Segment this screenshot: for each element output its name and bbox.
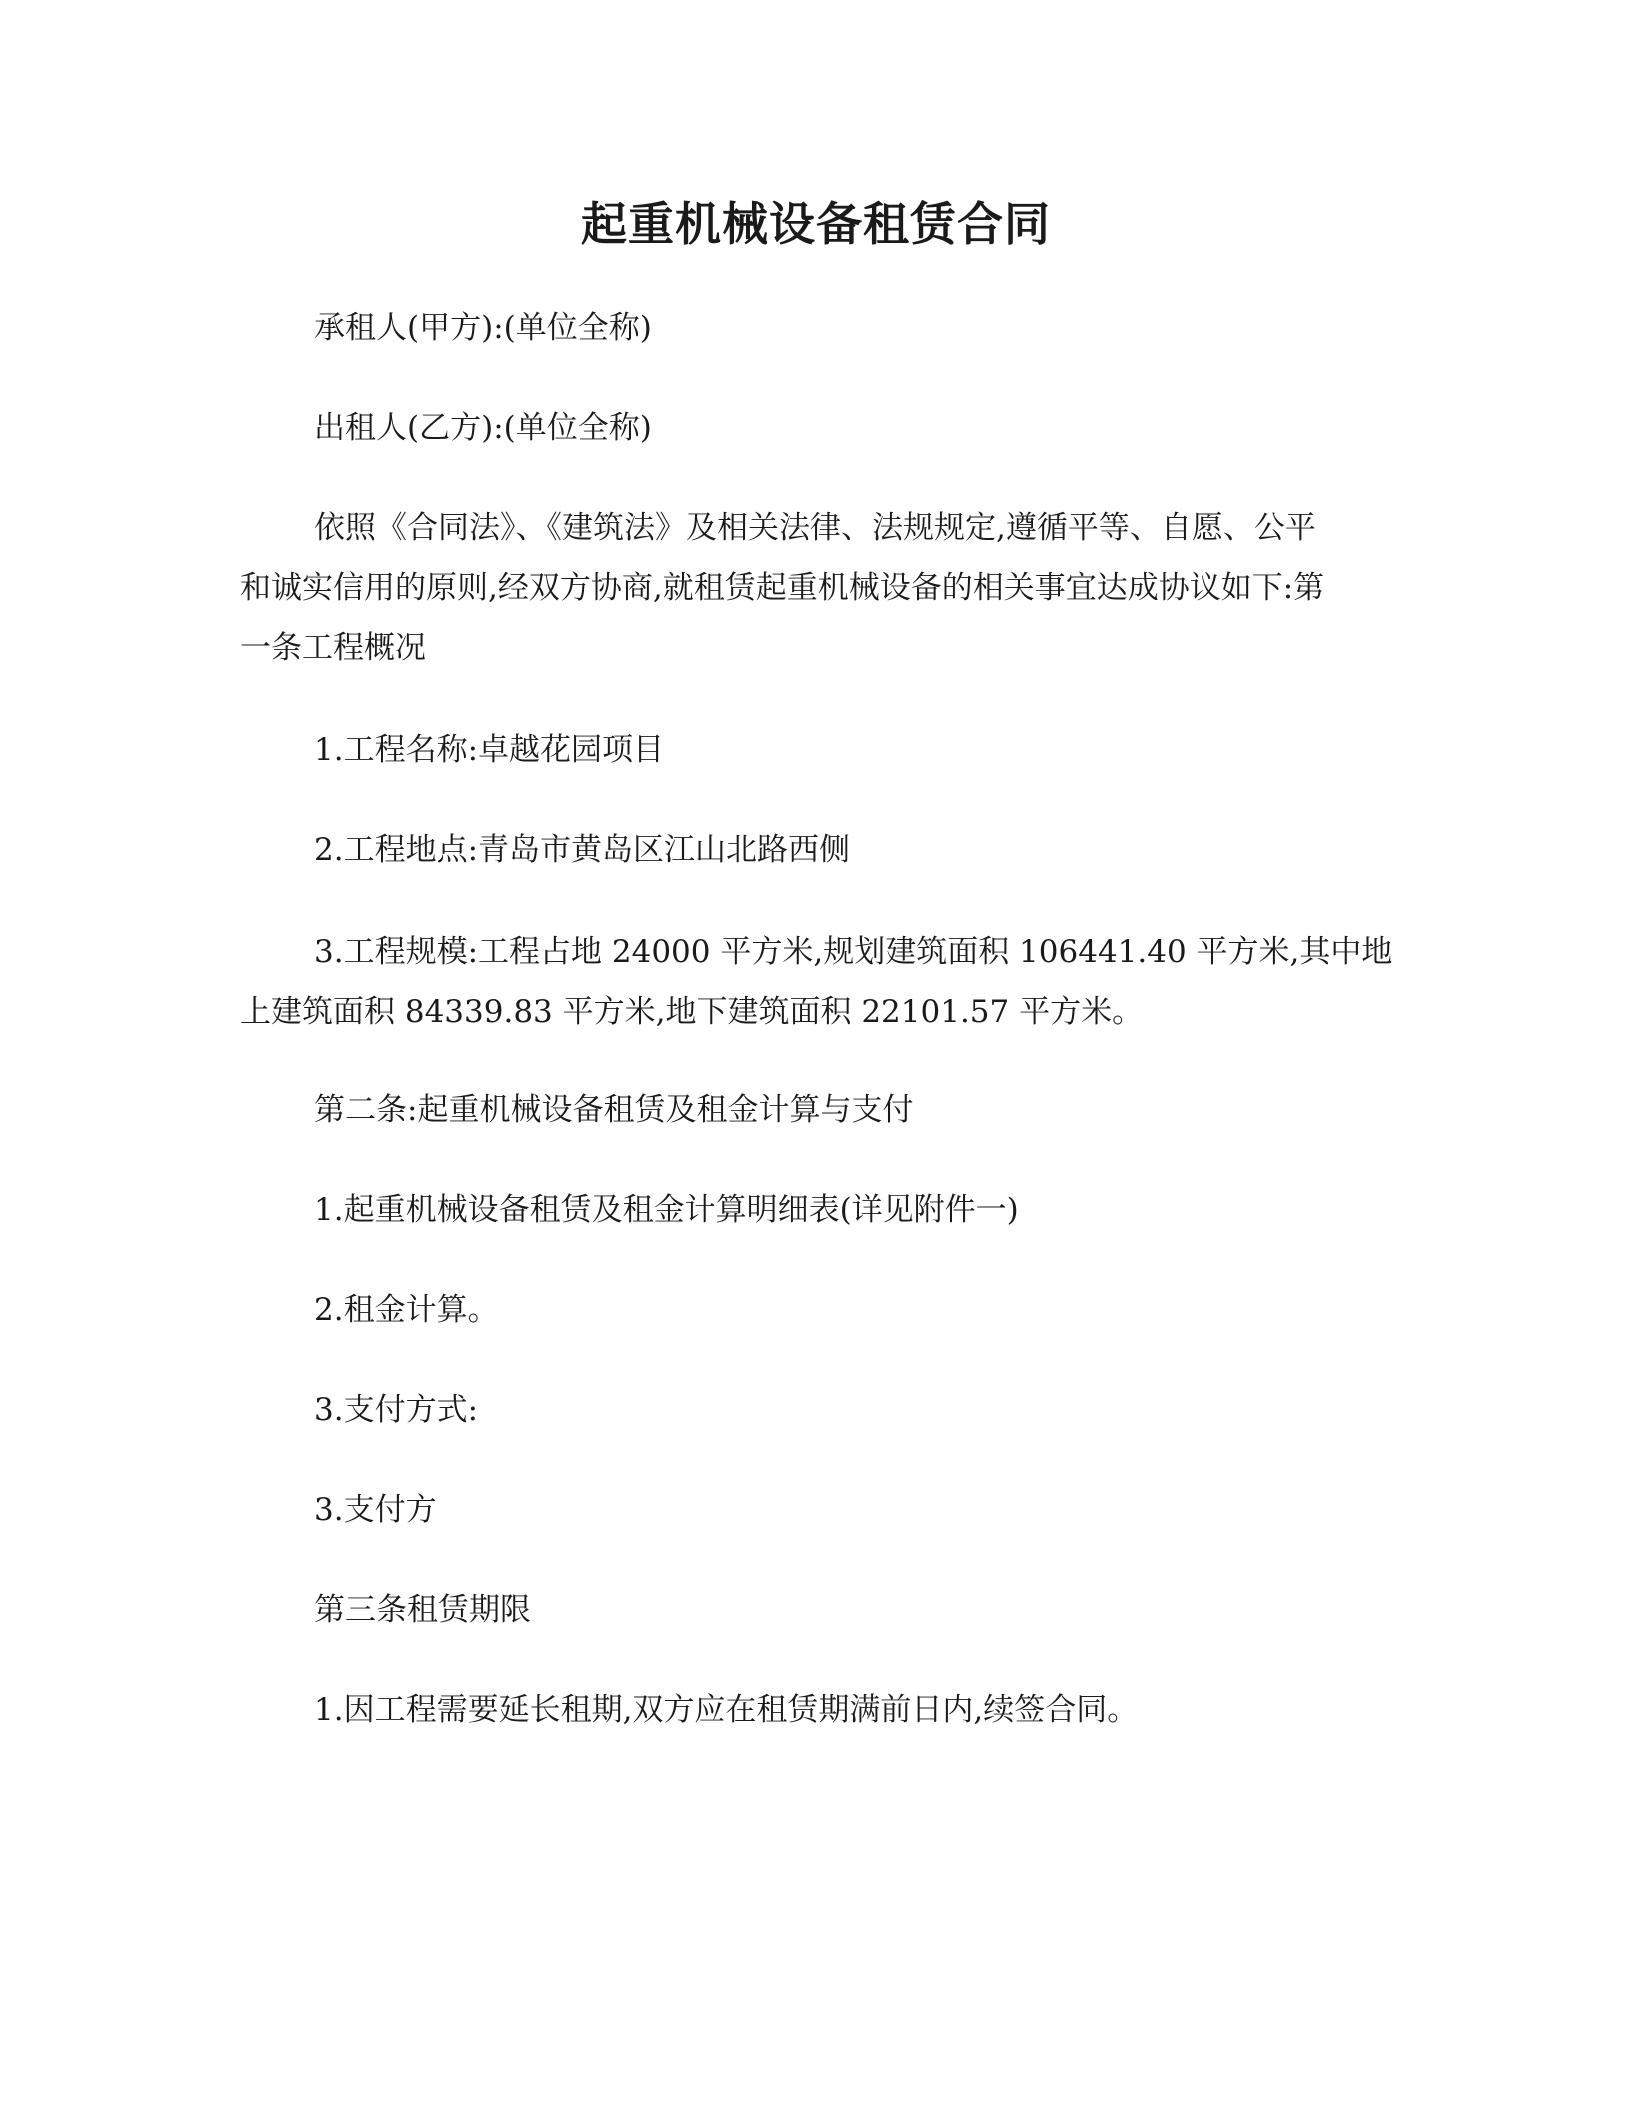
- document-title: 起重机械设备租赁合同: [581, 197, 1051, 251]
- project-scale-paragraph: [240, 932, 1393, 1032]
- article-2-item-3b: 3.支付方: [314, 1492, 437, 1528]
- preamble-line-2: 和诚实信用的原则,经双方协商,就租赁起重机械设备的相关事宜达成协议如下:第: [240, 570, 1325, 606]
- project-location-line: 2.工程地点:青岛市黄岛区江山北路西侧: [314, 832, 851, 868]
- lessor-line: 出租人(乙方):(单位全称): [314, 410, 652, 446]
- article-2-item-2: 2.租金计算。: [314, 1292, 499, 1328]
- article-2-title: 第二条:起重机械设备租赁及租金计算与支付: [314, 1092, 914, 1128]
- article-3-item-1: 1.因工程需要延长租期,双方应在租赁期满前日内,续签合同。: [314, 1692, 1139, 1728]
- project-scale-line-2: 上建筑面积 84339.83 平方米,地下建筑面积 22101.57 平方米。: [240, 994, 1144, 1030]
- preamble-paragraph: [240, 508, 1380, 668]
- article-2-item-1: 1.起重机械设备租赁及租金计算明细表(详见附件一): [314, 1192, 1019, 1228]
- preamble-line-3: 一条工程概况: [240, 630, 426, 666]
- project-name-line: 1.工程名称:卓越花园项目: [314, 732, 665, 768]
- article-3-title: 第三条租赁期限: [314, 1592, 531, 1628]
- article-2-item-3a: 3.支付方式:: [314, 1392, 479, 1428]
- lessee-line: 承租人(甲方):(单位全称): [314, 310, 652, 346]
- preamble-line-1: 依照《合同法》、《建筑法》及相关法律、法规规定,遵循平等、自愿、公平: [314, 510, 1316, 546]
- project-scale-line-1: 3.工程规模:工程占地 24000 平方米,规划建筑面积 106441.40 平方米,其中地: [314, 934, 1393, 970]
